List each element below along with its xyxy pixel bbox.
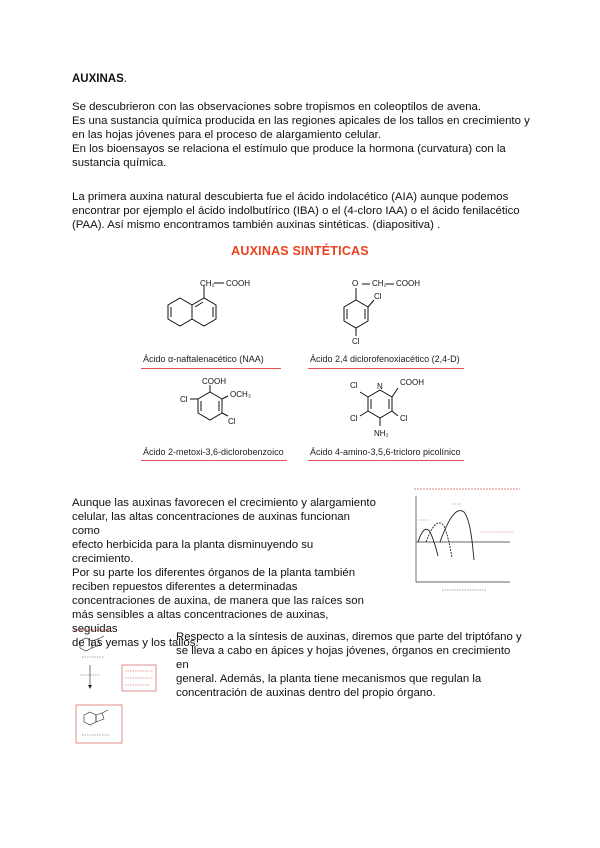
picloram-structure bbox=[330, 374, 460, 444]
dicamba-och3-label: OCH₃ bbox=[230, 390, 252, 399]
naa-cooh-label: COOH bbox=[226, 279, 250, 288]
pathway-arrowhead bbox=[88, 685, 92, 689]
naa-caption: Ácido α-naftalenacético (NAA) bbox=[143, 354, 264, 364]
picloram-n-label: N bbox=[377, 382, 383, 391]
text-line: La primera auxina natural descubierta fue el ácido indolacético (AIA) aunque podemos bbox=[72, 191, 509, 203]
synthetic-auxins-heading: AUXINAS SINTÉTICAS bbox=[231, 244, 369, 258]
text-line: reciben repuestos diferentes a determinadas bbox=[72, 581, 298, 593]
text-line: concentraciones de auxina, de manera que las raíces son bbox=[72, 595, 364, 607]
text-line: de las yemas y los tallos. bbox=[72, 637, 199, 649]
title-period: . bbox=[123, 73, 127, 85]
picloram-cl-label: Cl bbox=[350, 414, 358, 423]
naa-caption-underline bbox=[141, 368, 281, 369]
text-line: Respecto a la síntesis de auxinas, diremos que parte del triptófano y bbox=[176, 631, 522, 643]
text-line: (PAA). Así mismo encontramos también auxinas sintéticas. (diapositiva) . bbox=[72, 219, 441, 231]
picloram-nh2-label: NH₂ bbox=[374, 429, 389, 438]
2-4-d-caption: Ácido 2,4 diclorofenoxiacético (2,4-D) bbox=[310, 354, 460, 364]
text-line: Es una sustancia química producida en las regiones apicales de los tallos en crecimiento y bbox=[72, 115, 530, 127]
2-4-d-cooh-label: COOH bbox=[396, 279, 420, 288]
text-line: En los bioensayos se relaciona el estímulo que produce la hormona (curvatura) con la bbox=[72, 143, 506, 155]
roots-curve bbox=[418, 529, 438, 556]
naa-ch2-label: CH₂ bbox=[200, 279, 215, 288]
dicamba-caption: Ácido 2-metoxi-3,6-diclorobenzoico bbox=[143, 447, 284, 457]
dicamba-caption-underline bbox=[141, 460, 287, 461]
paragraph-auxin-synthesis bbox=[176, 630, 526, 700]
dicamba-structure bbox=[160, 374, 270, 444]
paragraph-natural-auxins bbox=[72, 190, 532, 232]
text-line: sustancia química. bbox=[72, 157, 167, 169]
stems-curve bbox=[440, 511, 474, 560]
text-line: Por su parte los diferentes órganos de la planta también bbox=[72, 567, 356, 579]
text-line: efecto herbicida para la planta disminuyendo su crecimiento. bbox=[72, 539, 314, 565]
text-line: más sensibles a altas concentraciones de auxinas, seguidas bbox=[72, 609, 329, 635]
naa-structure bbox=[150, 276, 260, 356]
picloram-cl-label: Cl bbox=[400, 414, 408, 423]
paragraph-discovery bbox=[72, 100, 532, 170]
dicamba-cl-label: Cl bbox=[228, 417, 236, 426]
picloram-cooh-label: COOH bbox=[400, 378, 424, 387]
text-line: se lleva a cabo en ápices y hojas jóvenes, órganos en crecimiento en bbox=[176, 645, 511, 671]
text-line: encontrar por ejemplo el ácido indolbutírico (IBA) o el (4-cloro IAA) o el ácido fenilacético bbox=[72, 205, 520, 217]
2-4-d-caption-underline bbox=[308, 368, 464, 369]
text-line: en las hojas jóvenes para el proceso de alargamiento celular. bbox=[72, 129, 382, 141]
2-4-d-structure bbox=[330, 276, 460, 356]
picloram-caption: Ácido 4-amino-3,5,6-tricloro picolínico bbox=[310, 447, 461, 457]
text-line: concentración de auxinas dentro del propio órgano. bbox=[176, 687, 436, 699]
dicamba-cooh-label: COOH bbox=[202, 377, 226, 386]
text-line: general. Además, la planta tiene mecanismos que regulan la bbox=[176, 673, 482, 685]
dicamba-cl-label: Cl bbox=[180, 395, 188, 404]
picloram-caption-underline bbox=[308, 460, 464, 461]
auxin-response-graph bbox=[396, 486, 530, 598]
2-4-d-cl-label: Cl bbox=[352, 337, 360, 346]
2-4-d-o-label: O bbox=[352, 279, 359, 288]
text-line: Se descubrieron con las observaciones sobre tropismos en coleoptilos de avena. bbox=[72, 101, 482, 113]
tryptophan-pathway-image bbox=[70, 625, 160, 745]
tryptophan-molecule bbox=[80, 636, 104, 651]
2-4-d-ch2-label: CH₂ bbox=[372, 279, 387, 288]
document-title bbox=[72, 72, 127, 86]
iaa-molecule bbox=[84, 710, 108, 725]
text-line: Aunque las auxinas favorecen el crecimiento y alargamiento bbox=[72, 497, 376, 509]
iaa-box bbox=[76, 705, 122, 743]
buds-curve bbox=[426, 523, 452, 558]
2-4-d-cl-label: Cl bbox=[374, 292, 382, 301]
picloram-cl-label: Cl bbox=[350, 381, 358, 390]
text-line: celular, las altas concentraciones de auxinas funcionan como bbox=[72, 511, 350, 537]
title-text: AUXINAS bbox=[72, 73, 124, 85]
